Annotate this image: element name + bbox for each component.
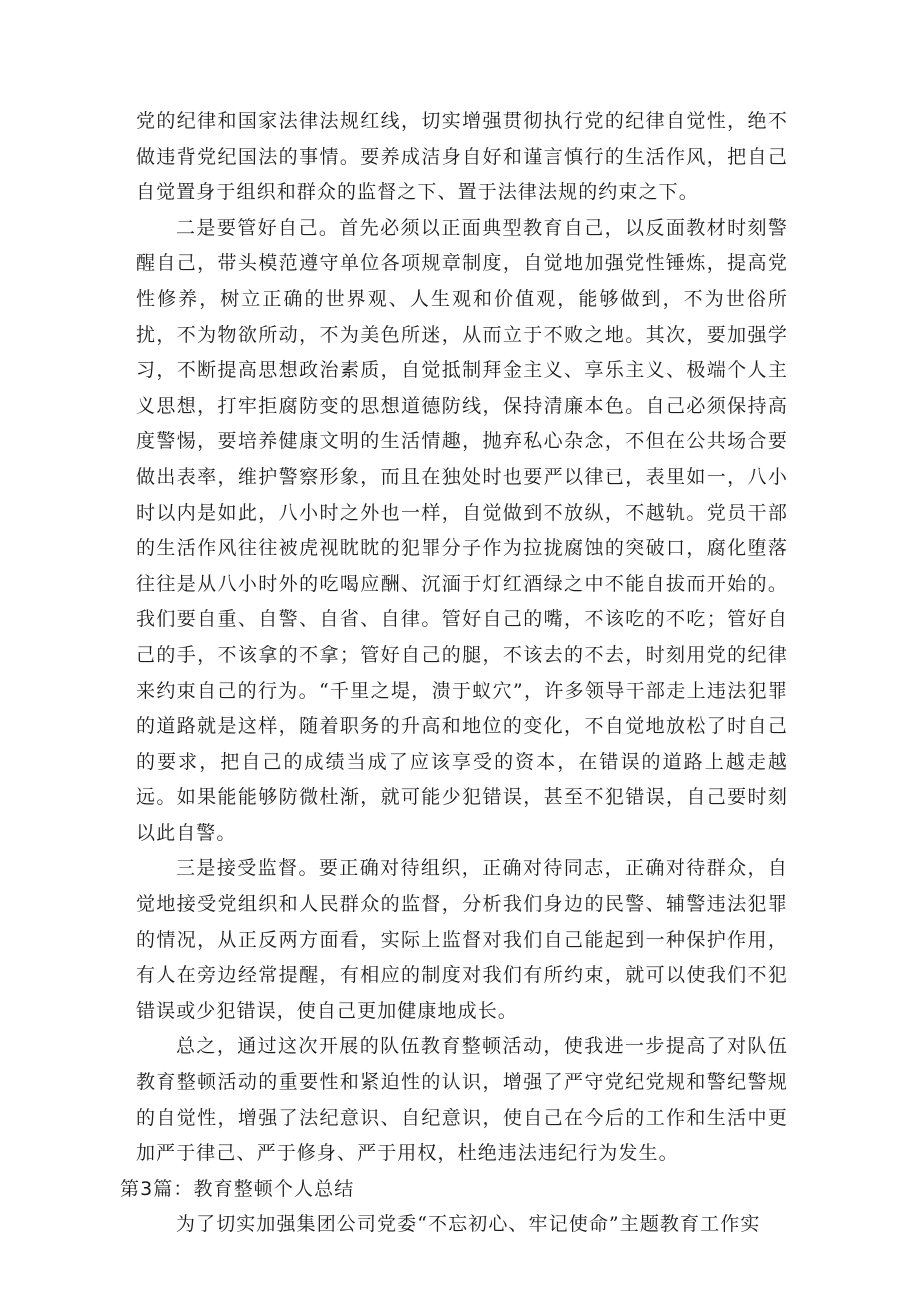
paragraph-manage-yourself: 二是要管好自己。首先必须以正面典型教育自己，以反面教材时刻警醒自己，带头模范遵守单位各项规章制度，自觉地加强党性锤炼，提高党性修养，树立正确的世界观、人生观和价值观，能够做到，不为世俗所扰，不为物欲所动，不为美色所迷，从而立于不败之地。其次，要加强学习，不断提高思想政治素质，自觉抵制拜金主义、享乐主义、极端个人主义思想，打牢拒腐防变的思想道德防线，保持清廉本色。自己必须保持高度警惕，要培养健康文明的生活情趣，抛弃私心杂念，不但在公共场合要做出表率，维护警察形象，而且在独处时也要严以律已，表里如一，八小时以内是如此，八小时之外也一样，自觉做到不放纵，不越轨。党员干部的生活作风往往被虎视眈眈的犯罪分子作为拉拢腐蚀的突破口，腐化堕落往往是从八小时外的吃喝应酬、沉湎于灯红酒绿之中不能自拔而开始的。我们要自重、自警、自省、自律。管好自己的嘴，不该吃的不吃；管好自己的手，不该拿的不拿；管好自己的腿，不该去的不去，时刻用党的纪律来约束自己的行为。“千里之堤，溃于蚁穴”，许多领导干部走上违法犯罪的道路就是这样，随着职务的升高和地位的变化，不自觉地放松了时自己的要求，把自己的成绩当成了应该享受的资本，在错误的道路上越走越远。如果能能够防微杜渐，就可能少犯错误，甚至不犯错误，自己要时刻以此自警。	[136, 216, 788, 844]
section-heading: 第3篇：教育整顿个人总结	[120, 1177, 355, 1200]
paragraph-section-3-intro: 为了切实加强集团公司党委“不忘初心、牢记使命”主题教育工作实	[176, 1213, 761, 1236]
paragraph-conclusion: 总之，通过这次开展的队伍教育整顿活动，使我进一步提高了对队伍教育整顿活动的重要性和紧迫性的认识，增强了严守党纪党规和警纪警规的自觉性，增强了法纪意识、自纪意识，使自己在今后的工作和生活中更加严于律己、严于修身、严于用权，杜绝违法违纪行为发生。	[136, 1035, 788, 1165]
paragraph-accept-supervision: 三是接受监督。要正确对待组织，正确对待同志，正确对待群众，自觉地接受党组织和人民群众的监督，分析我们身边的民警、辅警违法犯罪的情况，从正反两方面看，实际上监督对我们自己能起到一种保护作用，有人在旁边经常提醒，有相应的制度对我们有所约束，就可以使我们不犯错误或少犯错误，使自己更加健康地成长。	[136, 857, 788, 1022]
paragraph-discipline-red-line: 党的纪律和国家法律法规红线，切实增强贯彻执行党的纪律自觉性，绝不做违背党纪国法的事情。要养成洁身自好和谨言慎行的生活作风，把自己自觉置身于组织和群众的监督之下、置于法律法规的约束之下。	[136, 110, 788, 204]
document-body	[120, 104, 788, 1243]
